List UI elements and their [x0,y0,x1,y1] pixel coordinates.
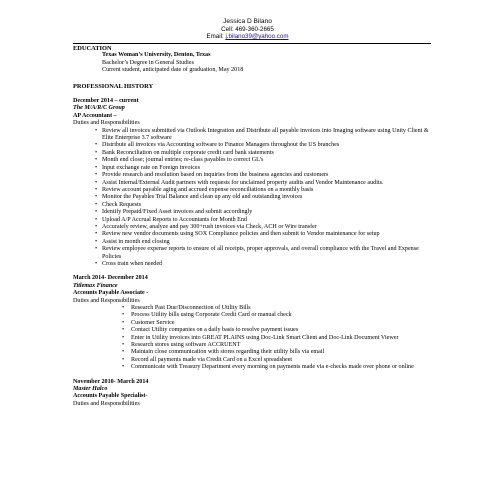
job-role: Accounts Payable Specialist- [73,393,148,400]
education-details [102,52,433,74]
cell-phone: Cell: 469-360-2665 [221,25,274,33]
list-item: • Distribute all invoices via Accounting software to Finance Managers throughout the US branches [73,142,433,149]
duties-label: Duties and Responsibilities [73,400,140,407]
professional-history-heading: PROFESSIONAL HISTORY [73,82,154,90]
job-dates: November 2010- March 2014 [73,378,149,385]
list-item: • Review employee expense reports to ensure of all receipts, proper approvals, and overall compliance with the Travel and Expense Policies [73,246,433,261]
job-company: Titlemax Finance [73,282,118,289]
header-divider [73,43,431,44]
list-item: • Review all invoices submitted via Outlook Integration and Distribute all payable invoices into Imaging software using Unity Client & Elite Enterprise 3.7 software [73,128,433,143]
graduation-status: Current student, anticipated date of graduation, May 2018 [102,67,244,74]
degree: Bachelor’s Degree in General Studies [102,59,194,66]
list-item: • Customer Service [73,320,431,327]
list-item: • Enter in Utility invoices into GREAT PLAINS using Doc-Link Smart Client and Doc-Link Document Viewer [73,335,431,342]
email-line [0,33,495,41]
list-item: • Review new vendor documents using SOX Compliance policies and then submit to Vendor maintenance for setup [73,231,433,238]
list-item: • Review account payable aging and accrued expense reconciliations on a monthly basis [73,187,433,194]
job-entry-master-halco [73,379,433,409]
list-item: • Cross train when needed [73,261,433,268]
list-item: • Process Utility bills using Corporate Credit Card or manual check [73,312,431,319]
list-item: • Bank Reconciliation on multiple corporate credit card bank statements [73,150,433,157]
job-role: AP Accountant – [73,112,117,119]
list-item: • Input exchange rate on Foreign invoices [73,165,433,172]
list-item: • Provide research and resolution based on inquiries from the business agencies and customers [73,172,433,179]
duties-list [73,305,433,372]
resume-body [73,45,433,408]
list-item: • Upload A/P Accrual Reports to Accountants for Month End [73,217,433,224]
job-entry-titlemax [73,275,433,371]
list-item: • Month end close; journal entries; re-class payables to correct GL’s [73,157,433,164]
list-item: • Research stores using software ACCRUENT [73,342,431,349]
list-item: • Identify Prepaid/Fixed Asset invoices and submit accordingly [73,209,433,216]
list-item: • Monitor the Payables Trial Balance and clean up any old and outstanding invoices [73,194,433,201]
education-heading: EDUCATION [73,45,112,52]
list-item: • Maintain close communication with stores regarding their utility bills via email [73,349,431,356]
email-label: Email: [206,33,224,41]
email-link[interactable]: j.bilano39@yahoo.com [225,33,289,41]
list-item: • Assist in month end closing [73,239,433,246]
list-item: • Contact Utility companies on a daily basis to resolve payment issues [73,327,431,334]
duties-label: Duties and Responsibilities [73,120,140,127]
job-company: The M/A/R/C Group [73,105,125,112]
job-company: Master Halco [73,386,108,393]
duties-label: Duties and Responsibilities [73,297,140,304]
job-dates: March 2014- December 2014 [73,275,148,282]
list-item: • Record all payments made via Credit Card on a Excel spreadsheet [73,357,431,364]
duties-list [73,128,433,269]
list-item: • Accurately review, analyze and pay 300+rush invoices via Check, ACH or Wire transfer [73,224,433,231]
job-dates: December 2014 – current [73,98,139,105]
list-item: • Communicate with Treasury Department every morning on payments made via e-checks made over phone or online [73,364,431,371]
resume-header [0,18,495,41]
list-item: • Assist Internal/External Audit partners with requests for unclaimed property audits and Vendor Maintenance audits. [73,180,433,187]
candidate-name: Jessica D Bilano [223,18,272,25]
list-item: • Check Requests [73,202,433,209]
list-item: • Research Past Due/Disconnection of Utility Bills [73,305,431,312]
school-name: Texas Woman’s University, Denton, Texas [102,52,211,59]
job-role: Accounts Payable Associate - [73,290,149,297]
job-entry-marc [73,98,433,268]
